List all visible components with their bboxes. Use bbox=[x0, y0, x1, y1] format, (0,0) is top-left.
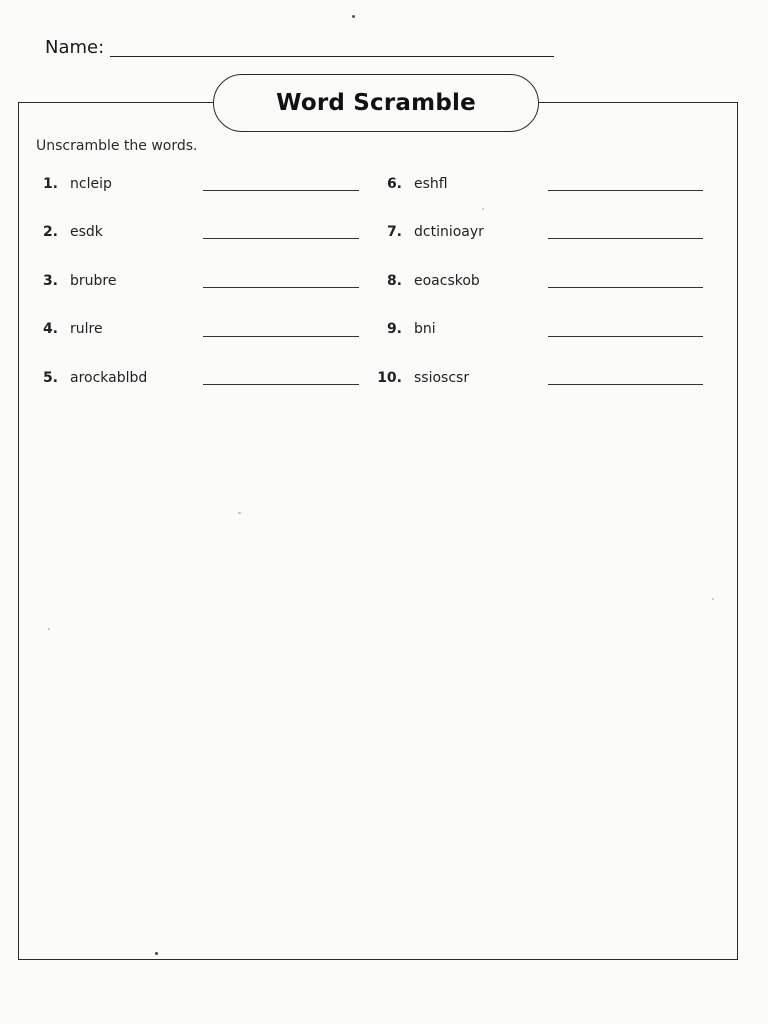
answer-line[interactable] bbox=[203, 287, 359, 288]
item-number: 4. bbox=[42, 321, 58, 337]
answer-line[interactable] bbox=[203, 190, 359, 191]
item-number: 7. bbox=[386, 224, 402, 240]
answer-line[interactable] bbox=[548, 384, 703, 385]
scrambled-word: esdk bbox=[70, 224, 103, 240]
item-number: 2. bbox=[42, 224, 58, 240]
item-number: 3. bbox=[42, 273, 58, 289]
name-label: Name: bbox=[45, 37, 105, 58]
answer-line[interactable] bbox=[203, 238, 359, 239]
answer-line[interactable] bbox=[203, 384, 359, 385]
title-banner bbox=[213, 74, 539, 132]
item-number: 8. bbox=[386, 273, 402, 289]
name-field-line[interactable] bbox=[110, 56, 554, 57]
scan-speck bbox=[712, 598, 714, 600]
scan-speck bbox=[155, 952, 158, 955]
answer-line[interactable] bbox=[548, 238, 703, 239]
item-number: 6. bbox=[386, 176, 402, 192]
scan-speck bbox=[482, 208, 484, 210]
word-item bbox=[32, 318, 103, 340]
word-item bbox=[32, 221, 103, 243]
word-item bbox=[376, 173, 448, 195]
word-item bbox=[376, 367, 469, 389]
scrambled-word: bni bbox=[414, 321, 436, 337]
word-item bbox=[376, 318, 436, 340]
scrambled-word: brubre bbox=[70, 273, 117, 289]
item-number: 9. bbox=[386, 321, 402, 337]
instructions: Unscramble the words. bbox=[36, 138, 198, 154]
scrambled-word: ssioscsr bbox=[414, 370, 470, 386]
item-number: 1. bbox=[42, 176, 58, 192]
scrambled-word: rulre bbox=[70, 321, 103, 337]
name-row bbox=[45, 36, 104, 60]
scan-speck bbox=[48, 628, 50, 630]
answer-line[interactable] bbox=[548, 336, 703, 337]
answer-line[interactable] bbox=[548, 190, 703, 191]
word-item bbox=[32, 173, 112, 195]
scan-speck bbox=[352, 15, 355, 18]
scrambled-word: eoacskob bbox=[414, 273, 480, 289]
scrambled-word: dctinioayr bbox=[414, 224, 484, 240]
answer-line[interactable] bbox=[548, 287, 703, 288]
scrambled-word: ncleip bbox=[70, 176, 112, 192]
scrambled-word: arockablbd bbox=[70, 370, 148, 386]
word-item bbox=[376, 221, 484, 243]
item-number: 5. bbox=[42, 370, 58, 386]
item-number: 10. bbox=[377, 370, 402, 386]
word-item bbox=[32, 270, 116, 292]
scan-speck bbox=[238, 512, 241, 514]
page-title: Word Scramble bbox=[276, 90, 476, 116]
word-item bbox=[376, 270, 480, 292]
answer-line[interactable] bbox=[203, 336, 359, 337]
scrambled-word: eshfl bbox=[414, 176, 448, 192]
word-item bbox=[32, 367, 147, 389]
